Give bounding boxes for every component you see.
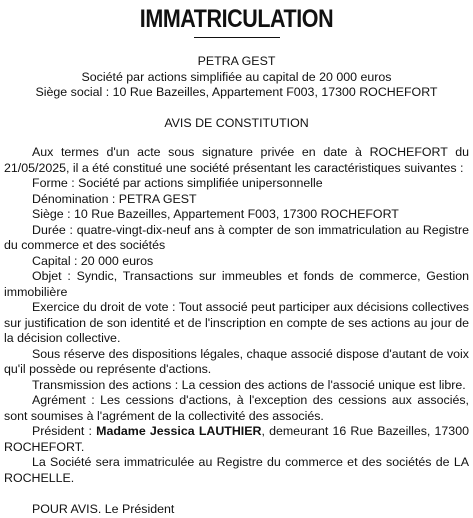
page-title: IMMATRICULATION: [139, 5, 334, 33]
paragraph-immatriculation: La Société sera immatriculée au Registre du commerce et des sociétés de LA ROCHELLE.: [4, 455, 469, 485]
president-name: Madame Jessica LAUTHIER: [96, 424, 262, 438]
paragraph-agrement: Agrément : Les cessions d'actions, à l'exception des cessions aux associés, sont soumises à l'agrément de la collectivité des associés.: [4, 393, 469, 423]
title-divider: [194, 37, 280, 38]
paragraph-reserve: Sous réserve des dispositions légales, chaque associé dispose d'autant de voix qu'il possède ou représente d'actions.: [4, 346, 469, 376]
president-prefix: Président :: [32, 424, 97, 438]
company-name: PETRA GEST: [197, 54, 276, 68]
paragraph-forme: Forme : Société par actions simplifiée unipersonnelle: [32, 176, 323, 190]
legal-notice-page: [0, 2, 473, 516]
notice-title: AVIS DE CONSTITUTION: [164, 115, 309, 130]
notice-body: [4, 145, 469, 486]
paragraph-intro: Aux termes d'un acte sous signature privée en date à ROCHEFORT du 21/05/2025, il a été constitué une société présentant les caractéristiques suivantes :: [4, 145, 469, 175]
paragraph-capital: Capital : 20 000 euros: [32, 253, 154, 268]
paragraph-president: [4, 424, 469, 455]
paragraph-vote: Exercice du droit de vote : Tout associé peut participer aux décisions collectives sur justification de son identité et de l'inscription en compte de ses actions au jour de la décision collective.: [4, 300, 469, 345]
paragraph-objet: Objet : Syndic, Transactions sur immeubles et fonds de commerce, Gestion immobilière: [4, 269, 469, 299]
signoff: POUR AVIS. Le Président: [32, 502, 175, 516]
company-header: [4, 54, 469, 101]
president-suffix: , demeurant 16 Rue Bazeilles, 17300 ROCHEFORT.: [4, 424, 469, 454]
company-head-office: Siège social : 10 Rue Bazeilles, Appartement F003, 17300 ROCHEFORT: [35, 85, 438, 99]
paragraph-siege: Siège : 10 Rue Bazeilles, Appartement F003, 17300 ROCHEFORT: [32, 207, 399, 221]
paragraph-denomination: Dénomination : PETRA GEST: [32, 191, 197, 206]
paragraph-duree: Durée : quatre-vingt-dix-neuf ans à compter de son immatriculation au Registre du commerce et des sociétés: [4, 222, 469, 252]
company-form: Société par actions simplifiée au capital de 20 000 euros: [81, 69, 392, 84]
paragraph-transmission: Transmission des actions : La cession des actions de l'associé unique est libre.: [32, 377, 466, 392]
